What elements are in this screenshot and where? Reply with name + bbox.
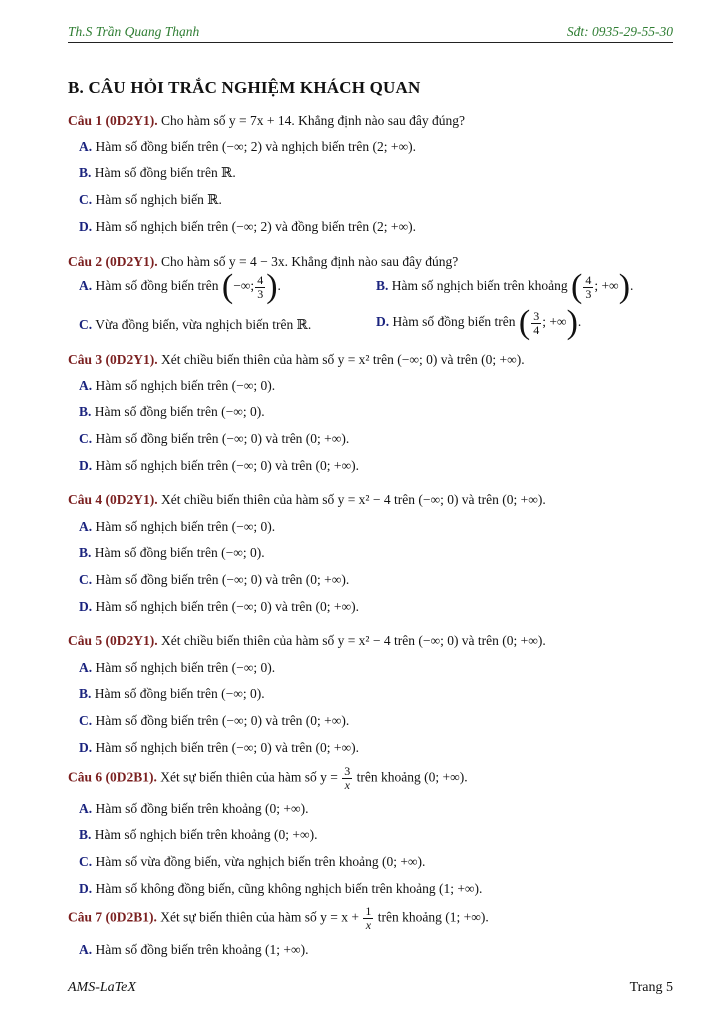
q1-option-c[interactable]: [79, 192, 222, 208]
option-letter: D.: [79, 219, 93, 234]
question-label: Câu 3 (0D2Y1).: [68, 352, 158, 367]
question-7: [68, 905, 489, 932]
question-label: Câu 1 (0D2Y1).: [68, 113, 158, 128]
option-letter: D.: [79, 740, 93, 755]
footer-amslatex: AMS-LaTeX: [68, 980, 136, 995]
q4-option-b[interactable]: [79, 545, 265, 561]
q3-option-c[interactable]: [79, 431, 349, 447]
page-number: Trang 5: [629, 980, 673, 995]
option-letter: B.: [79, 404, 92, 419]
option-text: Hàm số đồng biến trên (−∞; 0) và trên (0; +∞).: [95, 572, 350, 587]
q6-option-b[interactable]: [79, 827, 317, 843]
question-6: [68, 765, 468, 792]
option-letter: D.: [79, 881, 93, 896]
question-4: [68, 492, 546, 508]
question-label: Câu 6 (0D2B1).: [68, 769, 157, 785]
question-text: Xét sự biến thiên của hàm số y = x +: [160, 909, 360, 925]
question-text: Xét chiều biến thiên của hàm số y = x² trên (−∞; 0) và trên (0; +∞).: [161, 352, 525, 367]
option-letter: B.: [79, 165, 92, 180]
option-letter: C.: [79, 192, 93, 207]
option-text: Hàm số đồng biến trên (−∞; 0).: [94, 686, 265, 701]
q1-option-a[interactable]: [79, 139, 416, 155]
fraction: $\frac{4}{3}$: [585, 272, 592, 301]
option-text: Hàm số vừa đồng biến, vừa nghịch biến trên khoảng (0; +∞).: [95, 854, 426, 869]
option-letter: D.: [79, 599, 93, 614]
q5-option-d[interactable]: [79, 740, 359, 756]
option-letter: D.: [376, 314, 390, 330]
q6-option-c[interactable]: [79, 854, 425, 870]
option-text: Hàm số nghịch biến trên (−∞; 0).: [95, 660, 276, 675]
q1-option-d[interactable]: [79, 219, 416, 235]
option-letter: C.: [79, 317, 93, 332]
question-text-end: trên khoảng (0; +∞).: [356, 769, 468, 785]
option-text: Hàm số nghịch biến trên (−∞; 0).: [95, 519, 276, 534]
option-letter: A.: [79, 278, 93, 294]
question-text: Cho hàm số y = 4 − 3x. Khẳng định nào sau đây đúng?: [161, 254, 459, 269]
option-text: Hàm số nghịch biến trên (−∞; 0) và trên (0; +∞).: [95, 599, 360, 614]
q3-option-a[interactable]: [79, 378, 275, 394]
q4-option-d[interactable]: [79, 599, 359, 615]
interval-end: ; +∞: [594, 278, 619, 294]
fraction: $\frac{3}{4}$: [533, 308, 540, 337]
question-2: [68, 254, 458, 270]
option-letter: D.: [79, 458, 93, 473]
option-letter: A.: [79, 519, 93, 534]
option-text: Hàm số đồng biến trên: [392, 314, 516, 330]
option-text: Hàm số đồng biến trên (−∞; 0) và trên (0; +∞).: [95, 713, 350, 728]
option-letter: C.: [79, 854, 93, 869]
option-text: Hàm số đồng biến trên: [95, 278, 219, 294]
q4-option-a[interactable]: [79, 519, 275, 535]
option-text: Hàm số đồng biến trên ℝ.: [94, 165, 236, 180]
page-header: [68, 22, 673, 43]
q3-option-b[interactable]: [79, 404, 265, 420]
option-text: Hàm số đồng biến trên (−∞; 0).: [94, 404, 265, 419]
q2-option-d[interactable]: D. Hàm số đồng biến trên ( $\frac{3}{4}$ ; +∞).: [376, 304, 582, 341]
question-text: Xét chiều biến thiên của hàm số y = x² − 4 trên (−∞; 0) và trên (0; +∞).: [161, 633, 546, 648]
fraction: $\frac{1}{x}$: [365, 904, 372, 932]
q2-option-c[interactable]: [79, 317, 311, 333]
q7-option-a[interactable]: [79, 942, 308, 958]
question-5: [68, 633, 546, 649]
option-letter: A.: [79, 660, 93, 675]
option-letter: A.: [79, 378, 93, 393]
question-label: Câu 2 (0D2Y1).: [68, 254, 158, 269]
option-letter: A.: [79, 139, 93, 154]
option-letter: C.: [79, 431, 93, 446]
question-text: Xét chiều biến thiên của hàm số y = x² − 4 trên (−∞; 0) và trên (0; +∞).: [161, 492, 546, 507]
question-label: Câu 5 (0D2Y1).: [68, 633, 158, 648]
option-text: Hàm số đồng biến trên (−∞; 0).: [94, 545, 265, 560]
q4-option-c[interactable]: [79, 572, 349, 588]
option-letter: B.: [376, 278, 389, 294]
option-text: Hàm số nghịch biến trên (−∞; 0).: [95, 378, 276, 393]
option-letter: A.: [79, 942, 93, 957]
option-text: Hàm số đồng biến trên khoảng (0; +∞).: [95, 801, 309, 816]
question-1: [68, 113, 465, 129]
question-text-end: trên khoảng (1; +∞).: [377, 909, 489, 925]
option-letter: C.: [79, 713, 93, 728]
section-title: B. CÂU HỎI TRẮC NGHIỆM KHÁCH QUAN: [68, 78, 421, 97]
fraction: $\frac{3}{x}$: [344, 764, 351, 792]
option-letter: B.: [79, 686, 92, 701]
q6-option-d[interactable]: [79, 881, 482, 897]
option-text: Hàm số nghịch biến trên (−∞; 0) và trên (0; +∞).: [95, 740, 360, 755]
fraction: $\frac{4}{3}$: [257, 272, 264, 301]
q1-option-b[interactable]: [79, 165, 236, 181]
option-text: Hàm số đồng biến trên khoảng (1; +∞).: [95, 942, 309, 957]
option-text: Hàm số nghịch biến trên (−∞; 2) và đồng biến trên (2; +∞).: [95, 219, 417, 234]
question-label: Câu 4 (0D2Y1).: [68, 492, 158, 507]
option-text: Hàm số nghịch biến trên khoảng (0; +∞).: [94, 827, 318, 842]
question-3: [68, 352, 525, 368]
option-text: Hàm số đồng biến trên (−∞; 0) và trên (0; +∞).: [95, 431, 350, 446]
interval-start: −∞;: [233, 278, 255, 294]
option-text: Hàm số nghịch biến trên khoảng: [391, 278, 568, 294]
option-text: Hàm số không đồng biến, cũng không nghịch biến trên khoảng (1; +∞).: [95, 881, 483, 896]
phone-number: Sđt: 0935-29-55-30: [566, 24, 673, 39]
question-label: Câu 7 (0D2B1).: [68, 909, 157, 925]
q5-option-a[interactable]: [79, 660, 275, 676]
option-text: Vừa đồng biến, vừa nghịch biến trên ℝ.: [95, 317, 312, 332]
option-letter: B.: [79, 827, 92, 842]
q5-option-b[interactable]: [79, 686, 265, 702]
q2-option-a[interactable]: A. Hàm số đồng biến trên (−∞; $\frac{4}{3}$ ).: [79, 268, 281, 305]
option-letter: A.: [79, 801, 93, 816]
q3-option-d[interactable]: [79, 458, 359, 474]
option-text: Hàm số nghịch biến ℝ.: [95, 192, 222, 207]
author-name: Th.S Trần Quang Thạnh: [68, 24, 200, 39]
question-text: Cho hàm số y = 7x + 14. Khẳng định nào sau đây đúng?: [161, 113, 465, 128]
q5-option-c[interactable]: [79, 713, 349, 729]
q2-option-b[interactable]: B. Hàm số nghịch biến trên khoảng ( $\frac{4}{3}$ ; +∞).: [376, 268, 634, 305]
question-text: Xét sự biến thiên của hàm số y =: [160, 769, 338, 785]
q6-option-a[interactable]: [79, 801, 308, 817]
option-text: Hàm số đồng biến trên (−∞; 2) và nghịch biến trên (2; +∞).: [95, 139, 417, 154]
interval-end: ; +∞: [542, 314, 567, 330]
option-letter: C.: [79, 572, 93, 587]
option-text: Hàm số nghịch biến trên (−∞; 0) và trên (0; +∞).: [95, 458, 360, 473]
option-letter: B.: [79, 545, 92, 560]
